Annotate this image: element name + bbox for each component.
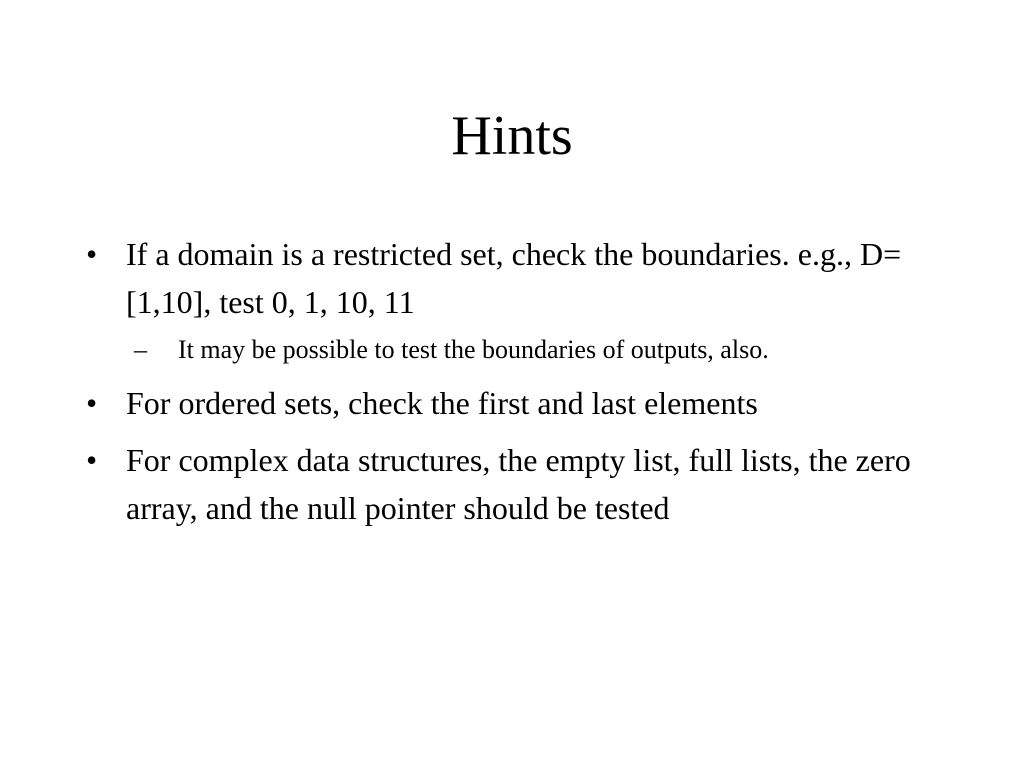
sub-bullet-item <box>134 330 946 370</box>
sub-bullet-list <box>126 330 946 370</box>
bullet-text: For complex data structures, the empty list, full lists, the zero array, and the null pointer should be tested <box>126 442 911 526</box>
dash-icon: – <box>134 335 147 364</box>
bullet-dot-icon: • <box>86 236 98 272</box>
bullet-text: For ordered sets, check the first and last elements <box>126 385 758 421</box>
bullet-list <box>86 230 946 541</box>
bullet-dot-icon: • <box>86 442 98 478</box>
bullet-item <box>86 379 946 427</box>
bullet-item <box>86 436 946 532</box>
sub-bullet-text: It may be possible to test the boundaries of outputs, also. <box>178 335 769 364</box>
slide-title: Hints <box>451 105 573 167</box>
bullet-item <box>86 230 946 370</box>
bullet-dot-icon: • <box>86 385 98 421</box>
bullet-text: If a domain is a restricted set, check the boundaries. e.g., D=[1,10], test 0, 1, 10, 11 <box>126 236 902 320</box>
